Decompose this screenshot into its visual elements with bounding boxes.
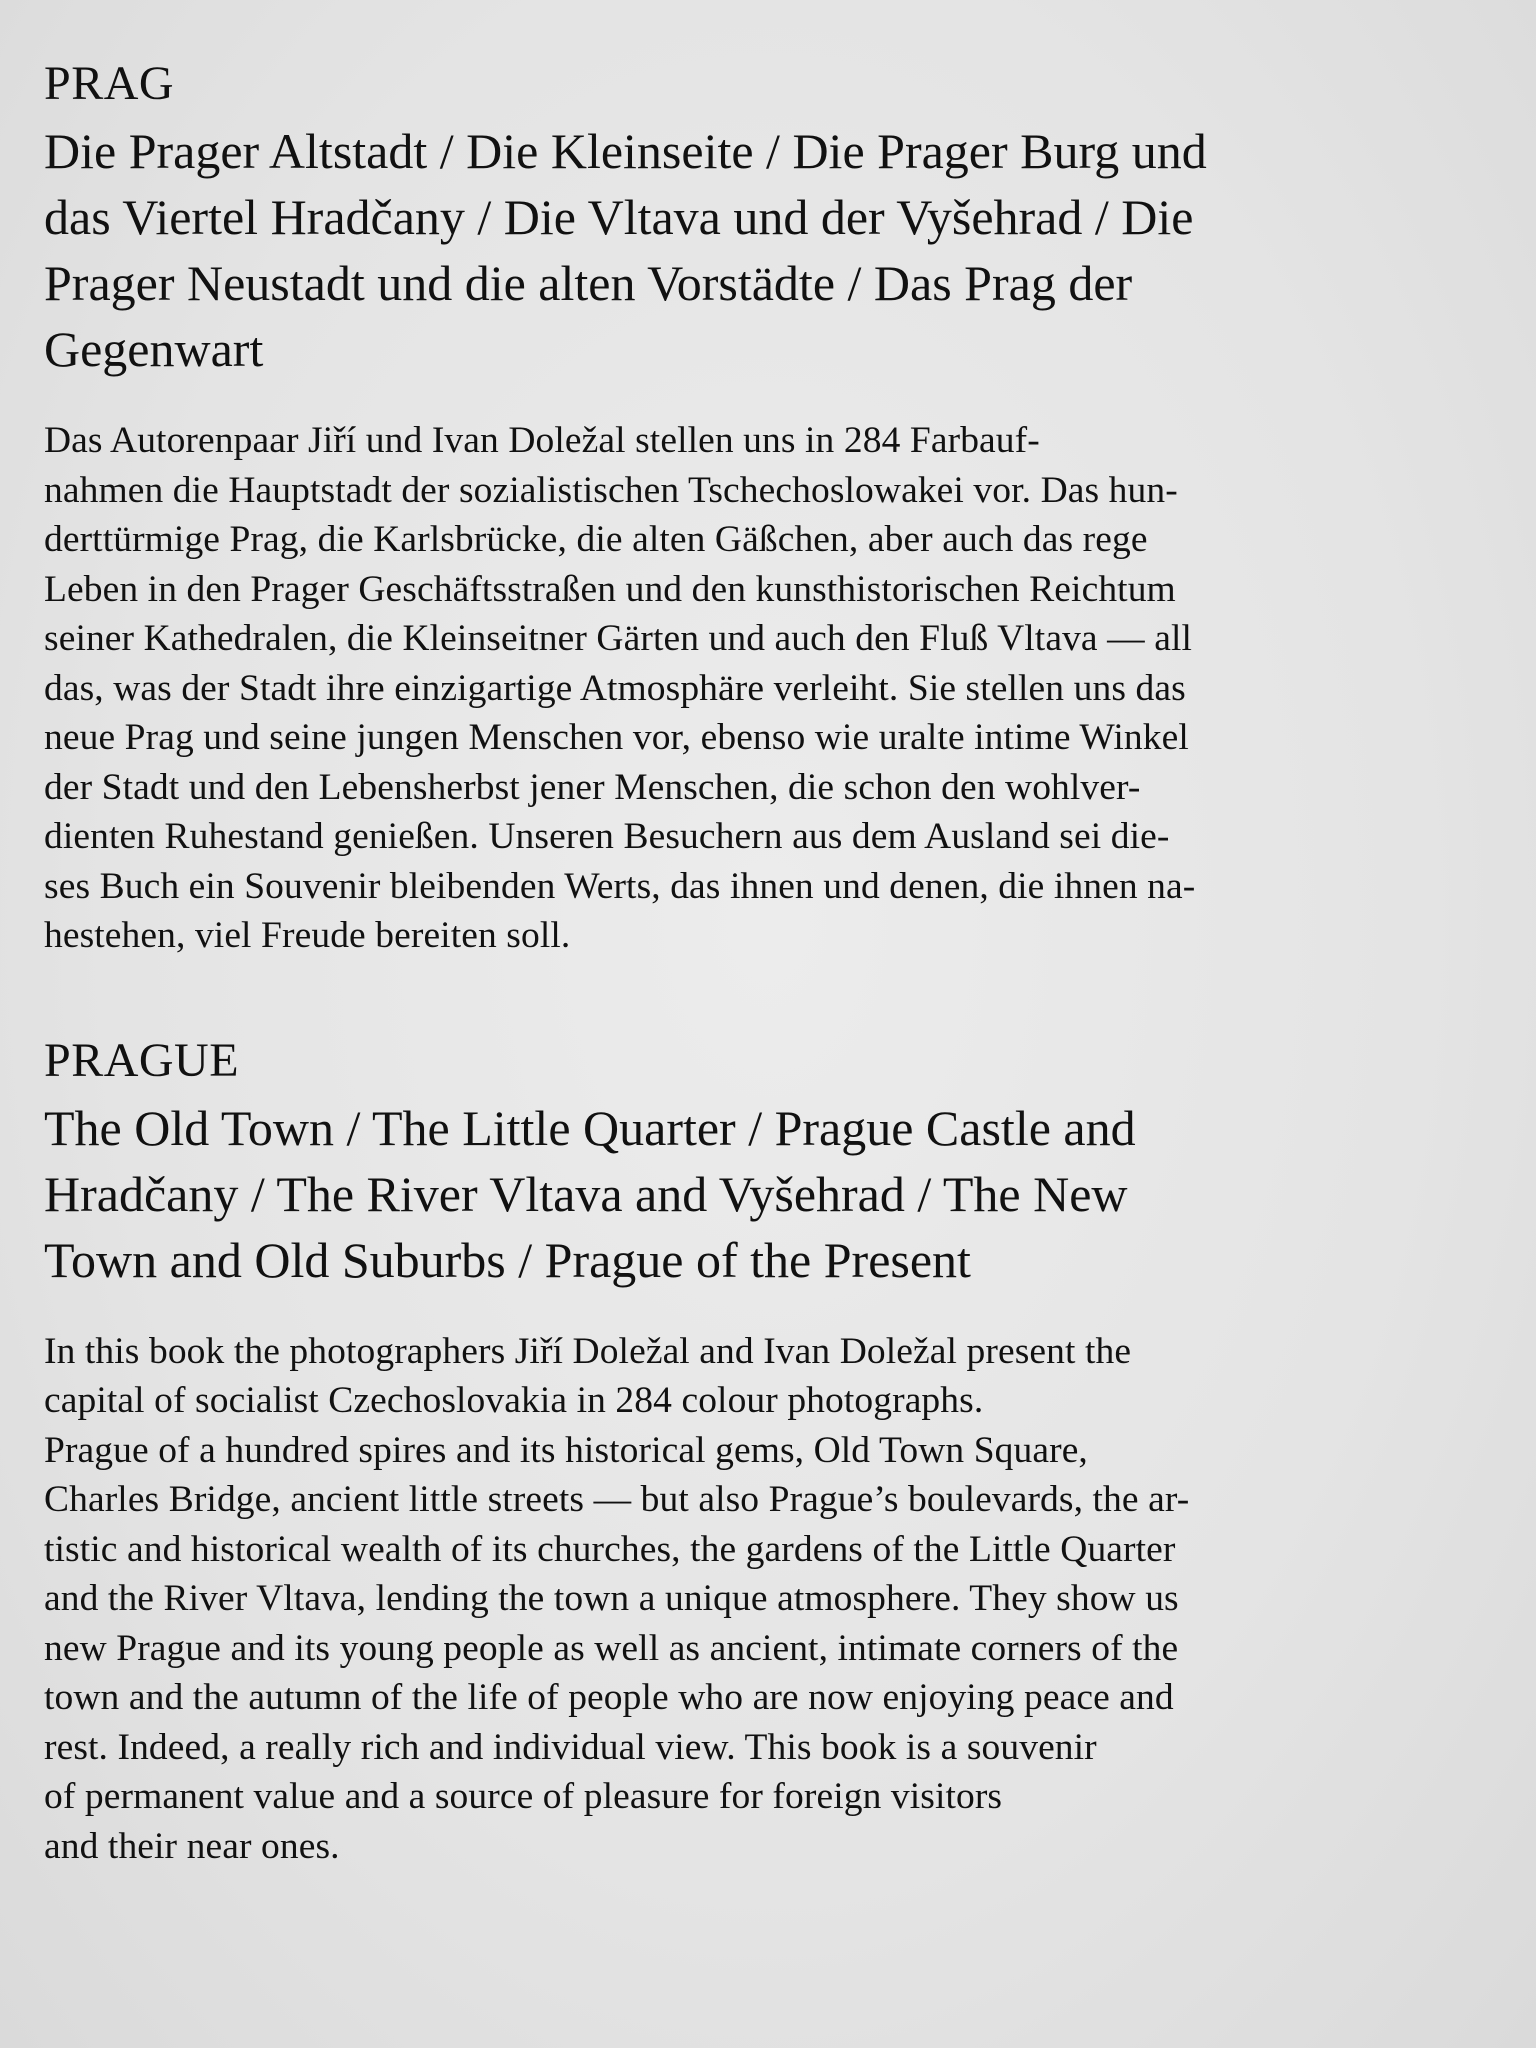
english-body-line: Prague of a hundred spires and its historical gems, Old Town Square, bbox=[44, 1429, 1088, 1471]
german-subtitle-line: Gegenwart bbox=[44, 321, 264, 377]
german-subtitle-line: Prager Neustadt und die alten Vorstädte / Das Prag der bbox=[44, 255, 1133, 311]
german-subtitle bbox=[44, 118, 1504, 382]
german-body-line: Leben in den Prager Geschäftsstraßen und den kunsthistorischen Reichtum bbox=[44, 568, 1176, 610]
english-subtitle-line: Town and Old Suburbs / Prague of the Present bbox=[44, 1231, 971, 1288]
english-subtitle-line: Hradčany / The River Vltava and Vyšehrad / The New bbox=[44, 1165, 1128, 1222]
german-section bbox=[44, 56, 1504, 961]
german-body bbox=[44, 416, 1504, 961]
german-body-line: ses Buch ein Souvenir bleibenden Werts, das ihnen und denen, die ihnen na- bbox=[44, 865, 1196, 907]
german-title: PRAG bbox=[44, 57, 175, 110]
english-subtitle-line: The Old Town / The Little Quarter / Prague Castle and bbox=[44, 1099, 1136, 1156]
english-body-line: rest. Indeed, a really rich and individual view. This book is a souvenir bbox=[44, 1726, 1097, 1768]
german-body-line: neue Prag und seine jungen Menschen vor, ebenso wie uralte intime Winkel bbox=[44, 717, 1189, 758]
english-body-line: town and the autumn of the life of people who are now enjoying peace and bbox=[44, 1677, 1174, 1718]
english-body-line: new Prague and its young people as well as ancient, intimate corners of the bbox=[44, 1627, 1179, 1669]
german-body-line: dienten Ruhestand genießen. Unseren Besuchern aus dem Ausland sei die- bbox=[44, 816, 1170, 857]
german-body-line: hestehen, viel Freude bereiten soll. bbox=[44, 915, 571, 956]
english-body-line: and their near ones. bbox=[44, 1825, 340, 1867]
german-subtitle-line: das Viertel Hradčany / Die Vltava und der Vyšehrad / Die bbox=[44, 189, 1194, 245]
english-body-line: and the River Vltava, lending the town a unique atmosphere. They show us bbox=[44, 1578, 1179, 1619]
english-body-line: capital of socialist Czechoslovakia in 284 colour photographs. bbox=[44, 1380, 984, 1421]
german-subtitle-line: Die Prager Altstadt / Die Kleinseite / Die Prager Burg und bbox=[44, 123, 1207, 179]
english-subtitle bbox=[44, 1095, 1504, 1293]
german-body-line: seiner Kathedralen, die Kleinseitner Gärten und auch den Fluß Vltava — all bbox=[44, 618, 1192, 659]
german-body-line: Das Autorenpaar Jiří und Ivan Doležal stellen uns in 284 Farbauf- bbox=[44, 420, 1040, 461]
german-body-line: das, was der Stadt ihre einzigartige Atmosphäre verleiht. Sie stellen uns das bbox=[44, 667, 1186, 709]
german-body-line: derttürmige Prag, die Karlsbrücke, die alten Gäßchen, aber auch das rege bbox=[44, 519, 1148, 560]
english-title: PRAGUE bbox=[44, 1033, 240, 1087]
english-body bbox=[44, 1327, 1504, 1872]
english-section bbox=[44, 1033, 1504, 1872]
document-page bbox=[44, 56, 1504, 1871]
english-body-line: Charles Bridge, ancient little streets — but also Prague’s boulevards, the ar- bbox=[44, 1479, 1190, 1520]
english-body-line: In this book the photographers Jiří Doležal and Ivan Doležal present the bbox=[44, 1330, 1132, 1372]
german-body-line: nahmen die Hauptstadt der sozialistischen Tschechoslowakei vor. Das hun- bbox=[44, 469, 1178, 511]
german-body-line: der Stadt und den Lebensherbst jener Menschen, die schon den wohlver- bbox=[44, 766, 1141, 808]
english-body-line: tistic and historical wealth of its churches, the gardens of the Little Quarter bbox=[44, 1528, 1176, 1570]
english-body-line: of permanent value and a source of pleasure for foreign visitors bbox=[44, 1776, 1003, 1817]
